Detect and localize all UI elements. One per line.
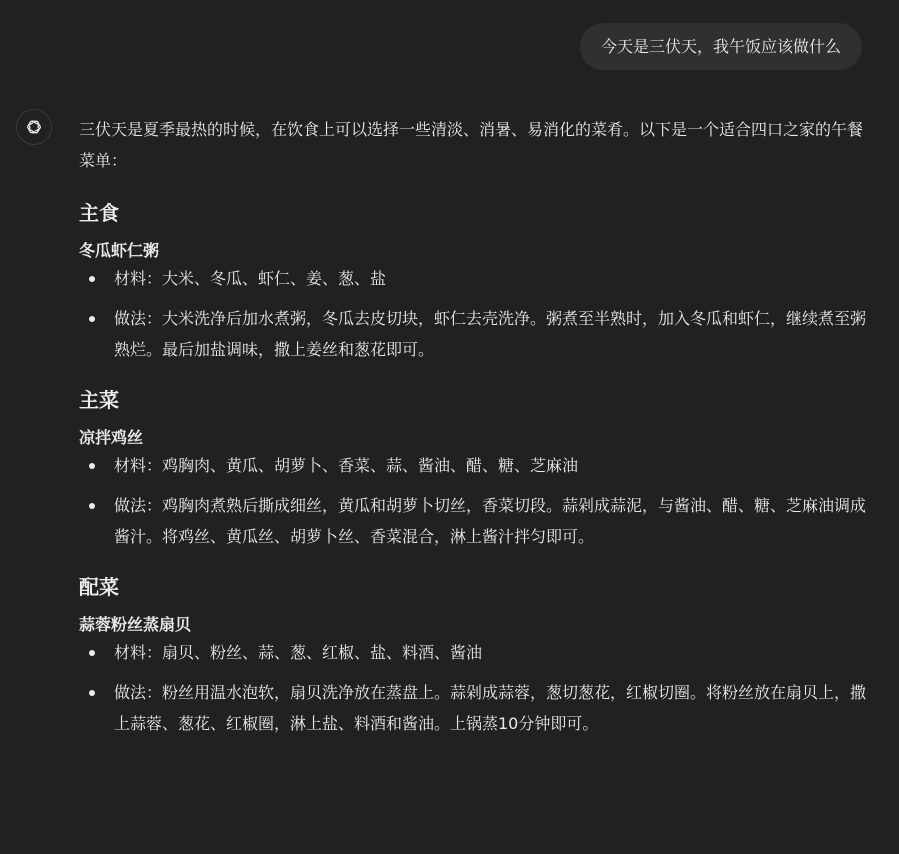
section-heading-staple: 主食 xyxy=(79,201,119,225)
list-item xyxy=(79,637,869,668)
assistant-intro: 三伏天是夏季最热的时候，在饮食上可以选择一些清淡、消暑、易消化的菜肴。以下是一个适合四口之家的午餐菜单： xyxy=(79,120,864,170)
dish-detail-list xyxy=(79,450,869,552)
list-item xyxy=(79,490,869,552)
list-item-text: 做法：鸡胸肉煮熟后撕成细丝，黄瓜和胡萝卜切丝，香菜切段。蒜剁成蒜泥，与酱油、醋、糖、芝麻油调成酱汁。将鸡丝、黄瓜丝、胡萝卜丝、香菜混合，淋上酱汁拌匀即可。 xyxy=(114,496,867,546)
list-item-text: 做法：粉丝用温水泡软，扇贝洗净放在蒸盘上。蒜剁成蒜蓉，葱切葱花，红椒切圈。将粉丝放在扇贝上，撒上蒜蓉、葱花、红椒圈，淋上盐、料酒和酱油。上锅蒸10分钟即可。 xyxy=(114,683,867,733)
bullet-dot xyxy=(89,503,95,509)
bullet-dot xyxy=(89,690,95,696)
bullet-dot xyxy=(89,276,95,282)
assistant-message xyxy=(79,114,869,739)
list-item-text: 做法：大米洗净后加水煮粥，冬瓜去皮切块，虾仁去壳洗净。粥煮至半熟时，加入冬瓜和虾仁，继续煮至粥熟烂。最后加盐调味，撒上姜丝和葱花即可。 xyxy=(114,309,867,359)
bullet-dot xyxy=(89,463,95,469)
list-item xyxy=(79,677,869,739)
list-item xyxy=(79,263,869,294)
openai-logo-icon xyxy=(16,109,52,145)
list-item-text: 材料：鸡胸肉、黄瓜、胡萝卜、香菜、蒜、酱油、醋、糖、芝麻油 xyxy=(114,456,579,475)
list-item-text: 材料：大米、冬瓜、虾仁、姜、葱、盐 xyxy=(114,269,387,288)
dish-name: 蒜蓉粉丝蒸扇贝 xyxy=(79,615,192,634)
bullet-dot xyxy=(89,316,95,322)
bullet-dot xyxy=(89,650,95,656)
list-item xyxy=(79,303,869,365)
user-message-bubble: 今天是三伏天，我午饭应该做什么 xyxy=(580,23,862,70)
dish-detail-list xyxy=(79,637,869,739)
list-item-text: 材料：扇贝、粉丝、蒜、葱、红椒、盐、料酒、酱油 xyxy=(114,643,483,662)
list-item xyxy=(79,450,869,481)
dish-name: 凉拌鸡丝 xyxy=(79,428,144,447)
dish-detail-list xyxy=(79,263,869,365)
section-heading-main-dish: 主菜 xyxy=(79,388,119,412)
dish-name: 冬瓜虾仁粥 xyxy=(79,241,160,260)
section-heading-side-dish: 配菜 xyxy=(79,575,119,599)
